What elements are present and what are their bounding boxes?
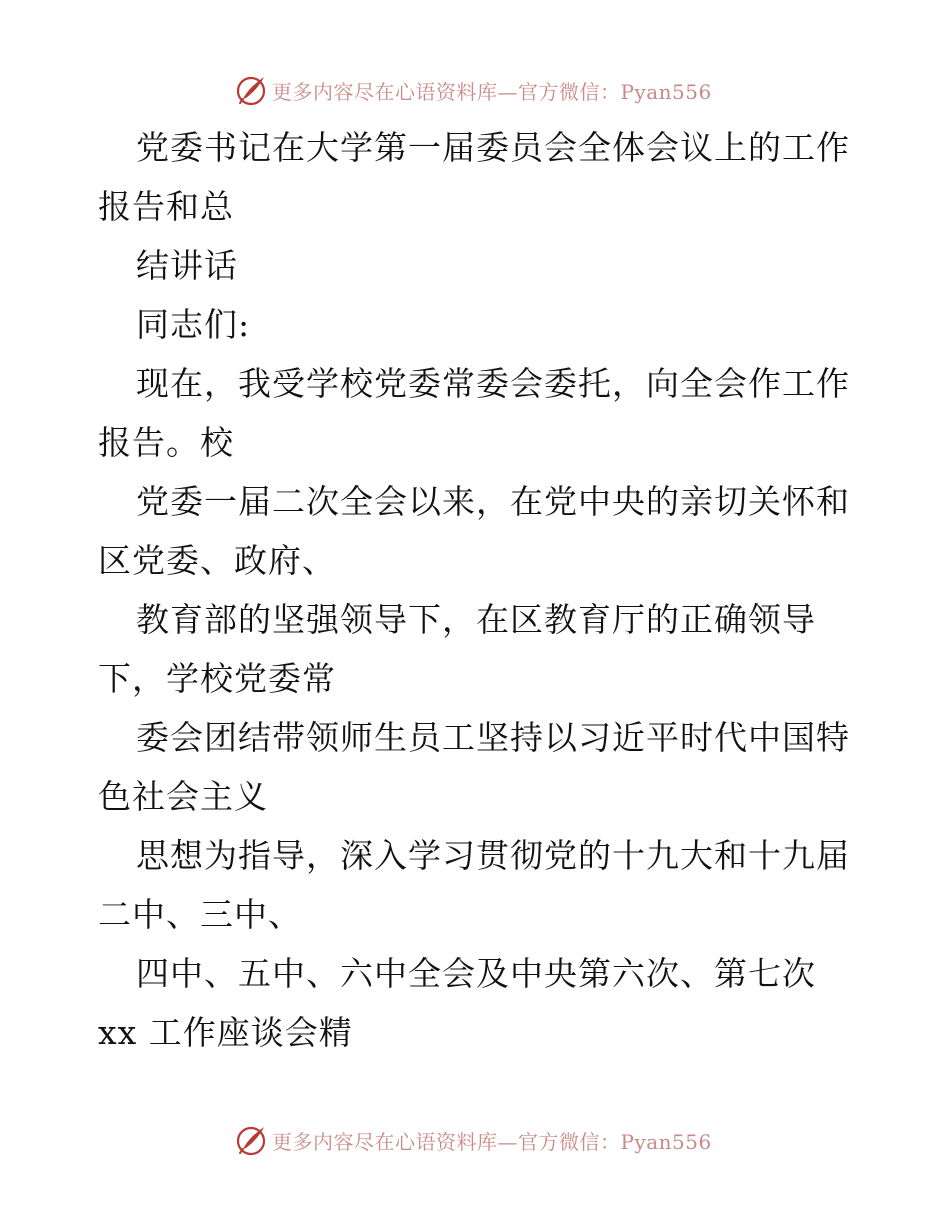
text-line: 同志们:	[136, 305, 251, 344]
text-line: 现在，我受学校党委常委会委托，向全会作工作	[136, 364, 850, 403]
text-line: 思想为指导，深入学习贯彻党的十九大和十九届	[136, 836, 850, 875]
header-banner-text: 更多内容尽在心语资料库—官方微信：Pyan556	[272, 79, 712, 104]
text-line: 四中、五中、六中全会及中央第六次、第七次	[136, 954, 816, 993]
text-line: 党委一届二次全会以来，在党中央的亲切关怀和	[136, 482, 850, 521]
text-line: 区党委、政府、	[98, 541, 336, 580]
text-line: 报告。校	[98, 423, 234, 462]
text-line: 色社会主义	[98, 777, 268, 816]
text-line: 委会团结带领师生员工坚持以习近平时代中国特	[136, 718, 850, 757]
text-line: 二中、三中、	[98, 895, 302, 934]
quill-pen-logo-icon	[234, 73, 268, 107]
text-line: 结讲话	[136, 246, 238, 285]
quill-pen-logo-icon	[234, 1123, 268, 1157]
footer-banner-text: 更多内容尽在心语资料库—官方微信：Pyan556	[272, 1129, 712, 1154]
text-line: 教育部的坚强领导下，在区教育厅的正确领导	[136, 600, 816, 639]
text-line: 下，学校党委常	[98, 659, 336, 698]
header-banner	[234, 72, 712, 108]
text-line: 党委书记在大学第一届委员会全体会议上的工作	[136, 128, 850, 167]
text-line: xx 工作座谈会精	[98, 1013, 353, 1052]
footer-banner	[234, 1122, 712, 1158]
text-line: 报告和总	[98, 187, 234, 226]
document-body	[98, 118, 858, 1062]
